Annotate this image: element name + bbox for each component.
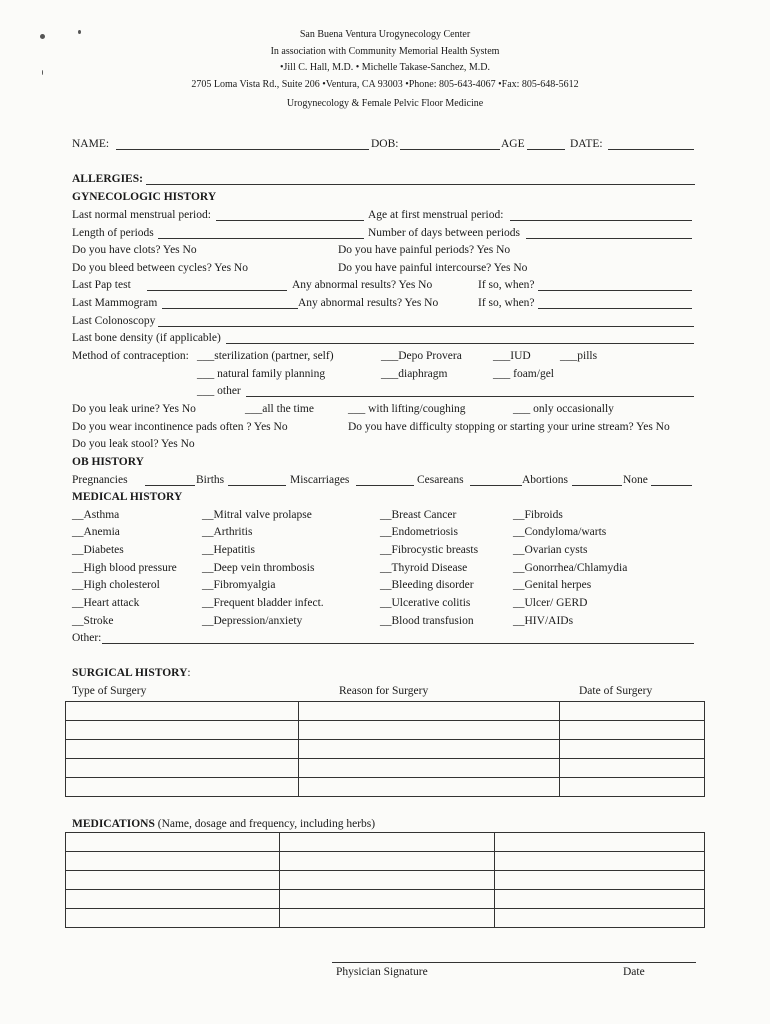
pap-field[interactable]: [147, 290, 287, 291]
medications-note: (Name, dosage and frequency, including herbs): [157, 818, 376, 830]
births-field[interactable]: [228, 485, 286, 486]
medications-title: MEDICATIONS: [72, 818, 155, 830]
table-row: [66, 759, 705, 778]
condition-item[interactable]: __Ulcer/ GERD: [513, 597, 588, 609]
pills-option[interactable]: ___pills: [560, 350, 598, 362]
pap-when-field[interactable]: [538, 290, 692, 291]
mammo-when-label: If so, when?: [478, 297, 535, 309]
surgery-reason-header: Reason for Surgery: [339, 685, 429, 697]
surgery-cell[interactable]: [560, 778, 705, 797]
condition-item[interactable]: __Deep vein thrombosis: [202, 562, 315, 574]
medications-title-wrap: [72, 817, 375, 831]
specialty: Urogynecology & Female Pelvic Floor Medicine: [286, 98, 484, 109]
medication-cell[interactable]: [66, 909, 280, 928]
surgery-cell[interactable]: [66, 778, 299, 797]
medication-cell[interactable]: [495, 909, 705, 928]
condition-item[interactable]: __Arthritis: [202, 526, 253, 538]
mammo-when-field[interactable]: [538, 308, 692, 309]
bone-field[interactable]: [226, 343, 694, 344]
contraception-label: Method of contraception:: [72, 350, 189, 362]
medication-cell[interactable]: [495, 852, 705, 871]
surgery-cell[interactable]: [299, 702, 560, 721]
table-row: [66, 852, 705, 871]
surgical-title-colon: :: [187, 667, 191, 679]
days-between-field[interactable]: [526, 238, 692, 239]
stool-question[interactable]: Do you leak stool? Yes No: [72, 438, 195, 450]
table-row: [66, 740, 705, 759]
condition-item[interactable]: __Thyroid Disease: [380, 562, 468, 574]
mammogram-field[interactable]: [162, 308, 298, 309]
age-label: AGE: [501, 138, 525, 150]
condition-item[interactable]: __Hepatitis: [202, 544, 256, 556]
miscarriages-field[interactable]: [356, 485, 414, 486]
medical-other-field[interactable]: [102, 643, 694, 644]
condition-item[interactable]: __Fibrocystic breasts: [380, 544, 479, 556]
condition-item[interactable]: __Genital herpes: [513, 579, 592, 591]
condition-item[interactable]: __Asthma: [72, 509, 120, 521]
medication-cell[interactable]: [280, 833, 495, 852]
condition-item[interactable]: __Heart attack: [72, 597, 140, 609]
mammogram-label: Last Mammogram: [72, 297, 158, 309]
condition-item[interactable]: __Fibroids: [513, 509, 563, 521]
all-time-option[interactable]: ___all the time: [245, 403, 314, 415]
medication-cell[interactable]: [280, 871, 495, 890]
pregnancies-field[interactable]: [145, 485, 195, 486]
painful-periods-question[interactable]: Do you have painful periods? Yes No: [338, 244, 511, 256]
pap-label: Last Pap test: [72, 279, 131, 291]
clots-question[interactable]: Do you have clots? Yes No: [72, 244, 197, 256]
age-first-label: Age at first menstrual period:: [368, 209, 504, 221]
condition-item[interactable]: __Bleeding disorder: [380, 579, 474, 591]
condition-item[interactable]: __Diabetes: [72, 544, 124, 556]
table-row: [66, 871, 705, 890]
signature-line[interactable]: [332, 962, 696, 963]
condition-item[interactable]: __Blood transfusion: [380, 615, 474, 627]
condition-item[interactable]: __Ulcerative colitis: [380, 597, 471, 609]
abortions-label: Abortions: [522, 474, 568, 486]
miscarriages-label: Miscarriages: [290, 474, 350, 486]
other-field[interactable]: [246, 396, 694, 397]
surgery-cell[interactable]: [66, 759, 299, 778]
pap-abnormal-question[interactable]: Any abnormal results? Yes No: [292, 279, 433, 291]
association: In association with Community Memorial Health System: [270, 46, 500, 57]
condition-item[interactable]: __Breast Cancer: [380, 509, 457, 521]
medication-cell[interactable]: [495, 871, 705, 890]
lifting-option[interactable]: ___ with lifting/coughing: [348, 403, 466, 415]
medication-cell[interactable]: [66, 833, 280, 852]
surgery-cell[interactable]: [560, 721, 705, 740]
colonoscopy-field[interactable]: [158, 326, 694, 327]
medication-cell[interactable]: [495, 890, 705, 909]
condition-item[interactable]: __Mitral valve prolapse: [202, 509, 312, 521]
difficulty-question[interactable]: Do you have difficulty stopping or starting your urine stream? Yes No: [348, 421, 670, 433]
condition-item[interactable]: __High cholesterol: [72, 579, 160, 591]
physician-signature-label: Physician Signature: [336, 966, 428, 978]
condition-item[interactable]: __Stroke: [72, 615, 114, 627]
table-row: [66, 890, 705, 909]
condition-item[interactable]: __Depression/anxiety: [202, 615, 303, 627]
date-field[interactable]: [608, 149, 694, 150]
center-name: San Buena Ventura Urogynecology Center: [299, 29, 471, 40]
surgery-cell[interactable]: [560, 740, 705, 759]
allergies-field[interactable]: [146, 184, 695, 185]
length-field[interactable]: [158, 238, 364, 239]
abortions-field[interactable]: [572, 485, 622, 486]
colonoscopy-label: Last Colonoscopy: [72, 315, 156, 327]
surgery-cell[interactable]: [560, 702, 705, 721]
condition-item[interactable]: __Ovarian cysts: [513, 544, 588, 556]
surgery-cell[interactable]: [299, 740, 560, 759]
medication-cell[interactable]: [495, 833, 705, 852]
sterilization-option[interactable]: ___sterilization (partner, self): [197, 350, 334, 362]
surgery-date-header: Date of Surgery: [579, 685, 653, 697]
pap-when-label: If so, when?: [478, 279, 535, 291]
lmp-field[interactable]: [216, 220, 364, 221]
table-row: [66, 778, 705, 797]
medication-cell[interactable]: [280, 890, 495, 909]
condition-item[interactable]: __Frequent bladder infect.: [202, 597, 324, 609]
surgery-type-header: Type of Surgery: [72, 685, 147, 697]
medication-cell[interactable]: [66, 871, 280, 890]
medication-cell[interactable]: [66, 852, 280, 871]
table-row: [66, 909, 705, 928]
occasionally-option[interactable]: ___ only occasionally: [513, 403, 614, 415]
none-field[interactable]: [651, 485, 692, 486]
iud-option[interactable]: ___IUD: [493, 350, 531, 362]
bleed-question[interactable]: Do you bleed between cycles? Yes No: [72, 262, 248, 274]
signature-date-label: Date: [623, 966, 645, 978]
surgical-title: SURGICAL HISTORY: [72, 667, 188, 679]
gyn-title: GYNECOLOGIC HISTORY: [72, 191, 217, 203]
leak-urine-question[interactable]: Do you leak urine? Yes No: [72, 403, 196, 415]
surgery-cell[interactable]: [66, 702, 299, 721]
table-row: [66, 702, 705, 721]
surgical-history-table: [65, 701, 705, 797]
condition-item[interactable]: __Fibromyalgia: [202, 579, 276, 591]
foam-option[interactable]: ___ foam/gel: [493, 368, 554, 380]
nfp-option[interactable]: ___ natural family planning: [197, 368, 326, 380]
surgical-title-wrap: [72, 666, 191, 680]
painful-intercourse-question[interactable]: Do you have painful intercourse? Yes No: [338, 262, 528, 274]
length-label: Length of periods: [72, 227, 154, 239]
none-label: None: [623, 474, 648, 486]
surgery-cell[interactable]: [299, 759, 560, 778]
medication-cell[interactable]: [66, 890, 280, 909]
cesareans-field[interactable]: [470, 485, 522, 486]
bone-label: Last bone density (if applicable): [72, 332, 221, 344]
address: 2705 Loma Vista Rd., Suite 206 •Ventura, CA 93003 •Phone: 805-643-4067 •Fax: 805-648-5612: [191, 79, 579, 90]
dob-field[interactable]: [400, 149, 500, 150]
births-label: Births: [196, 474, 225, 486]
lmp-label: Last normal menstrual period:: [72, 209, 211, 221]
condition-item[interactable]: __Gonorrhea/Chlamydia: [513, 562, 628, 574]
table-row: [66, 833, 705, 852]
surgery-cell[interactable]: [560, 759, 705, 778]
table-row: [66, 721, 705, 740]
condition-item[interactable]: __Condyloma/warts: [513, 526, 607, 538]
condition-item[interactable]: __High blood pressure: [72, 562, 177, 574]
name-field[interactable]: [116, 149, 369, 150]
other-option[interactable]: ___ other: [197, 385, 241, 397]
condition-item[interactable]: __Endometriosis: [380, 526, 458, 538]
doctors: •Jill C. Hall, M.D. • Michelle Takase-Sanchez, M.D.: [280, 62, 490, 73]
condition-item[interactable]: __Anemia: [72, 526, 120, 538]
medication-cell[interactable]: [280, 909, 495, 928]
surgery-cell[interactable]: [299, 778, 560, 797]
allergies-label: ALLERGIES:: [72, 173, 143, 185]
age-first-field[interactable]: [510, 220, 692, 221]
diaphragm-option[interactable]: ___diaphragm: [381, 368, 448, 380]
medication-cell[interactable]: [280, 852, 495, 871]
name-label: NAME:: [72, 138, 110, 150]
medical-title: MEDICAL HISTORY: [72, 491, 183, 503]
surgery-cell[interactable]: [66, 721, 299, 740]
depo-option[interactable]: ___Depo Provera: [381, 350, 462, 362]
date-label: DATE:: [570, 138, 603, 150]
pads-question[interactable]: Do you wear incontinence pads often ? Yes No: [72, 421, 288, 433]
days-between-label: Number of days between periods: [368, 227, 521, 239]
dob-label: DOB:: [371, 138, 399, 150]
age-field[interactable]: [527, 149, 565, 150]
surgery-cell[interactable]: [66, 740, 299, 759]
condition-item[interactable]: __HIV/AIDs: [513, 615, 574, 627]
mammo-abnormal-question[interactable]: Any abnormal results? Yes No: [298, 297, 439, 309]
cesareans-label: Cesareans: [417, 474, 464, 486]
medical-other-label: Other:: [72, 632, 102, 644]
pregnancies-label: Pregnancies: [72, 474, 128, 486]
ob-title: OB HISTORY: [72, 456, 144, 468]
surgery-cell[interactable]: [299, 721, 560, 740]
medications-table: [65, 832, 705, 928]
